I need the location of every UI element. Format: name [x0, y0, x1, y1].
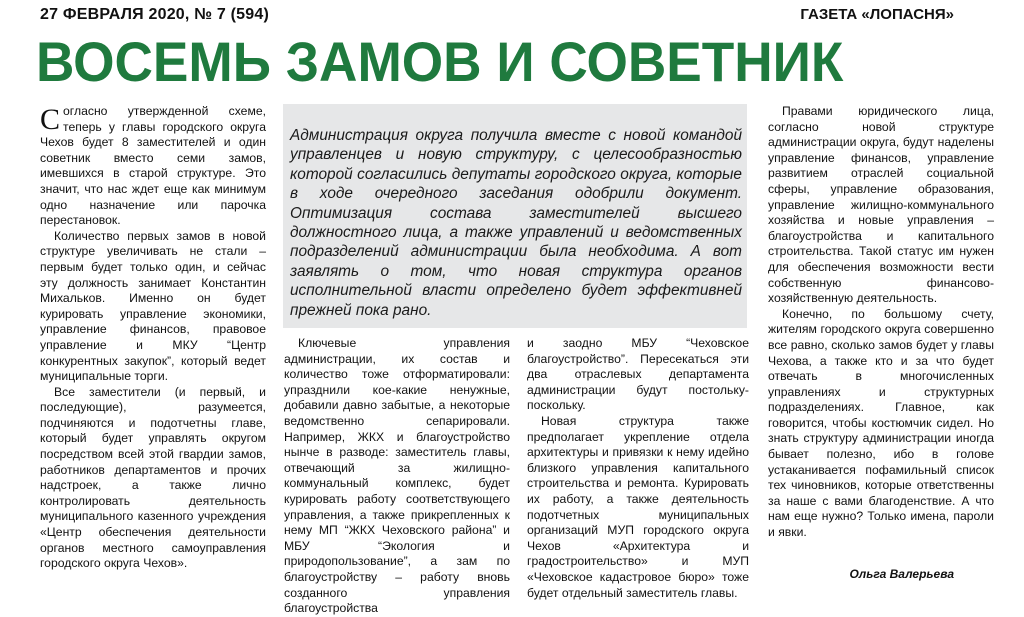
issue-date: 27 ФЕВРАЛЯ 2020, № 7 (594) — [40, 6, 269, 23]
article-column-1 — [40, 104, 266, 572]
newspaper-name: ГАЗЕТА «ЛОПАСНЯ» — [800, 6, 954, 23]
paragraph: Ключевые управления администрации, их состав и количество тоже отформатировали: упразднили кое-какие ненужные, добавили давно забытые, а некоторые ведомственно сепарировали. Например, ЖКХ и благоустройство нынче в разводе: заместитель главы, отвечающий за жилищно-коммунальный комплекс, будет курировать работу соответствующего управления, а также прикрепленных к нему МП “ЖКХ Чеховского района” и МБУ “Экология и природопользование”, а зам по благоустройству – работу вновь созданного управления благоустройства — [284, 336, 510, 616]
paragraph: Конечно, по большому счету, жителям городского округа совершенно все равно, сколько замов будет у главы Чехова, а также кто и за что будет отвечать в многочисленных управлениях и структурных подразделениях. Главное, как говорится, чтобы костюмчик сидел. Но знать структуру администрации иногда бывает полезно, ибо в голове устаканивается пофамильный список тех чиновников, которые ответственны за наше с вами благоденствие. А что нам еще нужно? Только имена, пароли и явки. — [768, 306, 994, 540]
article-author: Ольга Валерьева — [849, 567, 954, 581]
article-column-2 — [284, 336, 510, 617]
article-headline: ВОСЕМЬ ЗАМОВ И СОВЕТНИК — [36, 30, 844, 93]
paragraph: Количество первых замов в новой структуре увеличивать не стали – первым будет только один, и сейчас эту должность занимает Константин Михальков. Именно он будет курировать управление экономики, управление финансов, правовое управление и МКУ “Центр конкурентных закупок”, который ведет муниципальные торги. — [40, 228, 266, 384]
article-column-3 — [527, 336, 749, 601]
paragraph: и заодно МБУ “Чеховское благоустройство”. Пересекаться эти два отраслевых департамента администрации будут постольку-поскольку. — [527, 336, 749, 413]
pull-quote: Администрация округа получила вместе с новой командой управленцев и новую структуру, с целесообразностью которой согласились депутаты городского округа, которые в ходе очередного заседания одобрили документ. Оптимизация состава заместителей высшего должностного лица, а также управлений и ведомственных подразделений администрации была необходима. А вот заявлять о том, что новая структура органов исполнительной власти определено будет эффективней прежней пока рано. — [290, 127, 742, 319]
paragraph: Правами юридического лица, согласно новой структуре администрации округа, будут наделены управление финансов, управление развитием отраслей социальной сферы, управление образования, управление жилищно-коммунального хозяйства и новые управления – благоустройства и капитального строительства. Такой статус им нужен для обеспечения возможности вести собственную финансово-хозяйственную деятельность. — [768, 104, 994, 306]
paragraph: Новая структура также предполагает укрепление отдела архитектуры и привязки к нему идейно близкого управления капитального строительства и ремонта. Курировать их работу, а также деятельность подотчетных муниципальных организаций МУП городского округа Чехов «Архитектура и градостроительство» и МУП «Чеховское кадастровое бюро» тоже будет отдельный заместитель главы. — [527, 413, 749, 600]
paragraph: Согласно утвержденной схеме, теперь у главы городского округа Чехов будет 8 заместителей и один советник вместо семи замов, имевшихся в старой структуре. Это значит, что нас ждет еще как минимум одно назначение или парочка перестановок. — [40, 103, 266, 228]
paragraph: Все заместители (и первый, и последующие), разумеется, подчиняются и подотчетны главе, который будет управлять округом посредством всей этой гвардии замов, работников департаментов и прочих надстроек, а также лично контролировать деятельность муниципального казенного учреждения «Центр обеспечения деятельности органов местного самоуправления городского округа Чехов». — [40, 384, 266, 571]
drop-cap: С — [40, 103, 61, 136]
article-column-4 — [768, 104, 994, 541]
